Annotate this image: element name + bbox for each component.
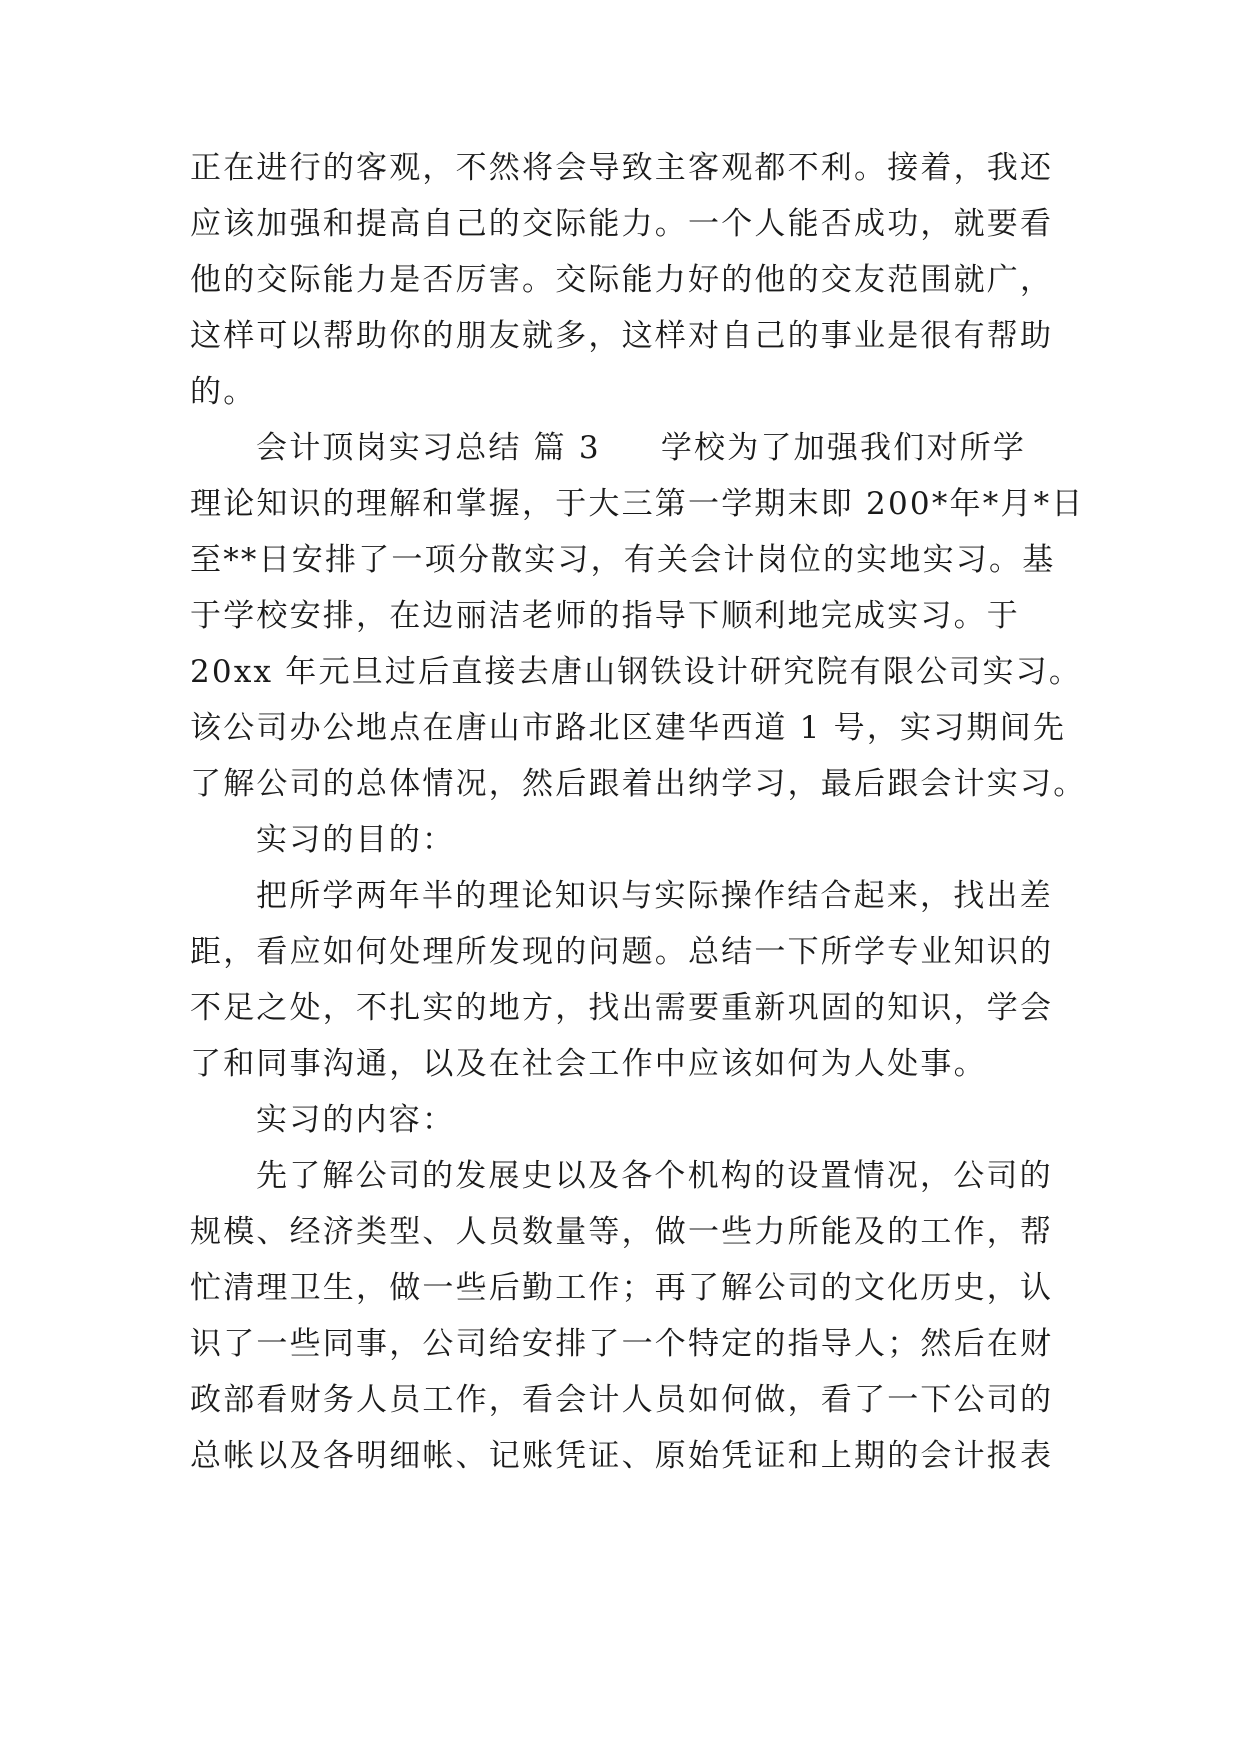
body-text-line: 的。 (190, 374, 257, 410)
body-text-line: 距，看应如何处理所发现的问题。总结一下所学专业知识的 (190, 934, 1054, 970)
body-text-line: 规模、经济类型、人员数量等，做一些力所能及的工作，帮 (190, 1214, 1054, 1250)
body-text-line: 这样可以帮助你的朋友就多，这样对自己的事业是很有帮助 (190, 318, 1054, 354)
subheading-purpose: 实习的目的： (256, 822, 456, 858)
body-text-line: 把所学两年半的理论知识与实际操作结合起来，找出差 (256, 878, 1053, 914)
body-text-line: 不足之处，不扎实的地方，找出需要重新巩固的知识，学会 (190, 990, 1054, 1026)
body-text-line: 识了一些同事，公司给安排了一个特定的指导人；然后在财 (190, 1326, 1054, 1362)
body-text-line: 正在进行的客观，不然将会导致主客观都不利。接着，我还 (190, 150, 1054, 186)
section-first-sentence: 学校为了加强我们对所学 (660, 430, 1027, 466)
body-text-line: 20xx 年元旦过后直接去唐山钢铁设计研究院有限公司实习。 (190, 654, 1083, 690)
body-text-line: 于学校安排，在边丽洁老师的指导下顺利地完成实习。于 (190, 598, 1020, 634)
body-text-line: 该公司办公地点在唐山市路北区建华西道 1 号，实习期间先 (190, 710, 1067, 746)
body-text-line: 了解公司的总体情况，然后跟着出纳学习，最后跟会计实习。 (190, 766, 1087, 802)
body-text-line: 至**日安排了一项分散实习，有关会计岗位的实地实习。基 (190, 542, 1056, 578)
body-text-line: 他的交际能力是否厉害。交际能力好的他的交友范围就广， (190, 262, 1054, 298)
body-text-line: 先了解公司的发展史以及各个机构的设置情况，公司的 (256, 1158, 1053, 1194)
body-text-line: 总帐以及各明细帐、记账凭证、原始凭证和上期的会计报表 (190, 1438, 1054, 1474)
body-text-line: 了和同事沟通，以及在社会工作中应该如何为人处事。 (190, 1046, 987, 1082)
body-text-line: 理论知识的理解和掌握，于大三第一学期末即 200*年*月*日 (190, 486, 1085, 522)
section-heading-line (256, 426, 1026, 470)
subheading-content: 实习的内容： (256, 1102, 456, 1138)
body-text-line: 忙清理卫生，做一些后勤工作；再了解公司的文化历史，认 (190, 1270, 1054, 1306)
section-title: 会计顶岗实习总结 (256, 430, 522, 466)
body-text-line: 应该加强和提高自己的交际能力。一个人能否成功，就要看 (190, 206, 1054, 242)
section-number: 篇 3 (533, 430, 601, 466)
body-text-line: 政部看财务人员工作，看会计人员如何做，看了一下公司的 (190, 1382, 1054, 1418)
